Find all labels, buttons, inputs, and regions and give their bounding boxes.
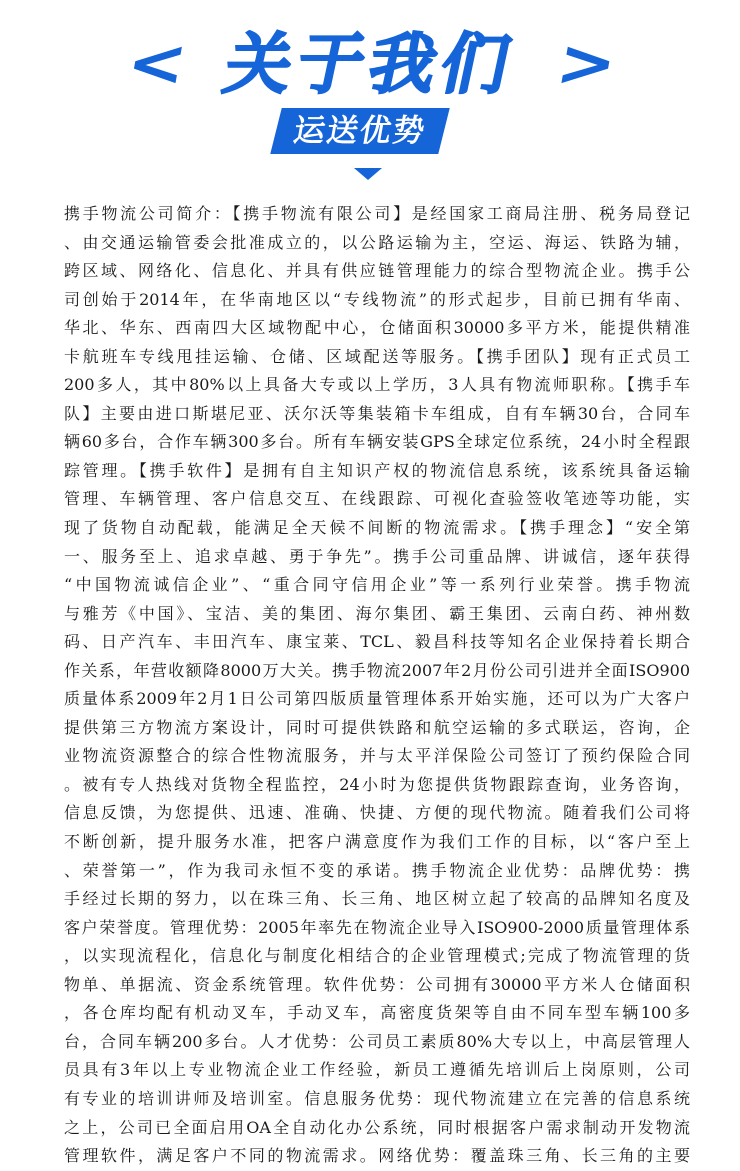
body-text-line: 一、服务至上、追求卓越、勇于争先”。携手公司重品牌、讲诚信，逐年获得 — [64, 546, 690, 566]
body-text-line: 、由交通运输管委会批准成立的，以公路运输为主，空运、海运、铁路为辅， — [64, 232, 690, 252]
body-text-line: ，各仓库均配有机动叉车，手动叉车，高密度货架等自由不同车型车辆100多 — [64, 1003, 690, 1023]
body-text-line: 有专业的培训讲师及培训室。信息服务优势：现代物流建立在完善的信息系统 — [64, 1088, 690, 1108]
body-text-line: 手经过长期的努力，以在珠三角、长三角、地区树立起了较高的品牌知名度及 — [64, 889, 690, 909]
body-text-line: 司创始于2014年，在华南地区以“专线物流”的形式起步，目前已拥有华南、 — [64, 289, 690, 309]
body-text-line: 卡航班车专线甩挂运输、仓储、区域配送等服务。【携手团队】现有正式员工 — [64, 346, 690, 366]
body-text-line: ，以实现流程化，信息化与制度化相结合的企业管理模式;完成了物流管理的货 — [64, 946, 690, 966]
body-text-line: 之上，公司已全面启用OA全自动化办公系统，同时根据客户需求制动开发物流 — [64, 1117, 690, 1137]
body-text-line: 管理软件，满足客户不同的物流需求。网络优势：覆盖珠三角、长三角的主要 — [64, 1146, 690, 1166]
body-text-line: “中国物流诚信企业”、“重合同守信用企业”等一系列行业荣誉。携手物流 — [64, 575, 690, 595]
article-body — [64, 200, 690, 1166]
page-header — [0, 0, 740, 190]
page-title: 关于我们 — [217, 26, 523, 103]
chevron-right-icon: > — [550, 27, 623, 101]
body-text-line: 华北、华东、西南四大区域物配中心，仓储面积30000多平方米，能提供精准 — [64, 318, 690, 338]
chevron-left-icon: < — [120, 27, 193, 101]
body-text-line: 码、日产汽车、丰田汽车、康宝莱、TCL、毅昌科技等知名企业保持着长期合 — [64, 632, 690, 652]
body-text-line: 跨区域、网络化、信息化、并具有供应链管理能力的综合型物流企业。携手公 — [64, 261, 690, 281]
body-text-line: 作关系，年营收额降8000万大关。携手物流2007年2月份公司引进并全面ISO900 — [64, 660, 690, 680]
body-text-line: 辆60多台，合作车辆300多台。所有车辆安装GPS全球定位系统，24小时全程跟 — [64, 432, 690, 452]
body-text-line: 信息反馈，为您提供、迅速、准确、快捷、方便的现代物流。随着我们公司将 — [64, 803, 690, 823]
body-text-line: 队】主要由进口斯堪尼亚、沃尔沃等集装箱卡车组成，自有车辆30台，合同车 — [64, 403, 690, 423]
body-text-line: 不断创新，提升服务水准，把客户满意度作为我们工作的目标，以“客户至上 — [64, 832, 690, 852]
body-text-line: 客户荣誉度。管理优势：2005年率先在物流企业导入ISO900-2000质量管理体系 — [64, 917, 690, 937]
body-text-line: 踪管理。【携手软件】是拥有自主知识产权的物流信息系统，该系统具备运输 — [64, 460, 690, 480]
body-text-line: 与雅芳《中国》、宝洁、美的集团、海尔集团、霸王集团、云南白药、神州数 — [64, 603, 690, 623]
body-text-line: 提供第三方物流方案设计，同时可提供铁路和航空运输的多式联运，咨询，企 — [64, 717, 690, 737]
body-text-line: 携手物流公司简介：【携手物流有限公司】是经国家工商局注册、税务局登记 — [64, 204, 690, 223]
body-text-line: 、荣誉第一”，作为我司永恒不变的承诺。携手物流企业优势：品牌优势：携 — [64, 860, 690, 880]
triangle-down-icon — [354, 168, 382, 180]
body-text-line: 200多人，其中80%以上具备大专或以上学历，3人具有物流师职称。【携手车 — [64, 375, 690, 395]
body-text-line: 。被有专人热线对货物全程监控，24小时为您提供货物跟踪查询，业务咨询， — [64, 774, 690, 794]
body-text-line: 管理、车辆管理、客户信息交互、在线跟踪、可视化查验签收笔迹等功能，实 — [64, 489, 690, 509]
body-text-line: 员具有3年以上专业物流企业工作经验，新员工遵循先培训后上岗原则，公司 — [64, 1060, 690, 1080]
title-row — [0, 22, 740, 112]
body-text-line: 台，合同车辆200多台。人才优势：公司员工素质80%大专以上，中高层管理人 — [64, 1031, 690, 1051]
body-text-line: 质量体系2009年2月1日公司第四版质量管理体系开始实施，还可以为广大客户 — [64, 689, 690, 709]
body-text-line: 业物流资源整合的综合性物流服务，并与太平洋保险公司签订了预约保险合同 — [64, 746, 690, 766]
subtitle-label: 运送优势 — [290, 113, 430, 149]
body-text-line: 物单、单据流、资金系统管理。软件优势：公司拥有30000平方米人仓储面积 — [64, 974, 690, 994]
body-text-line: 现了货物自动配载，能满足全天候不间断的物流需求。【携手理念】“安全第 — [64, 518, 690, 538]
